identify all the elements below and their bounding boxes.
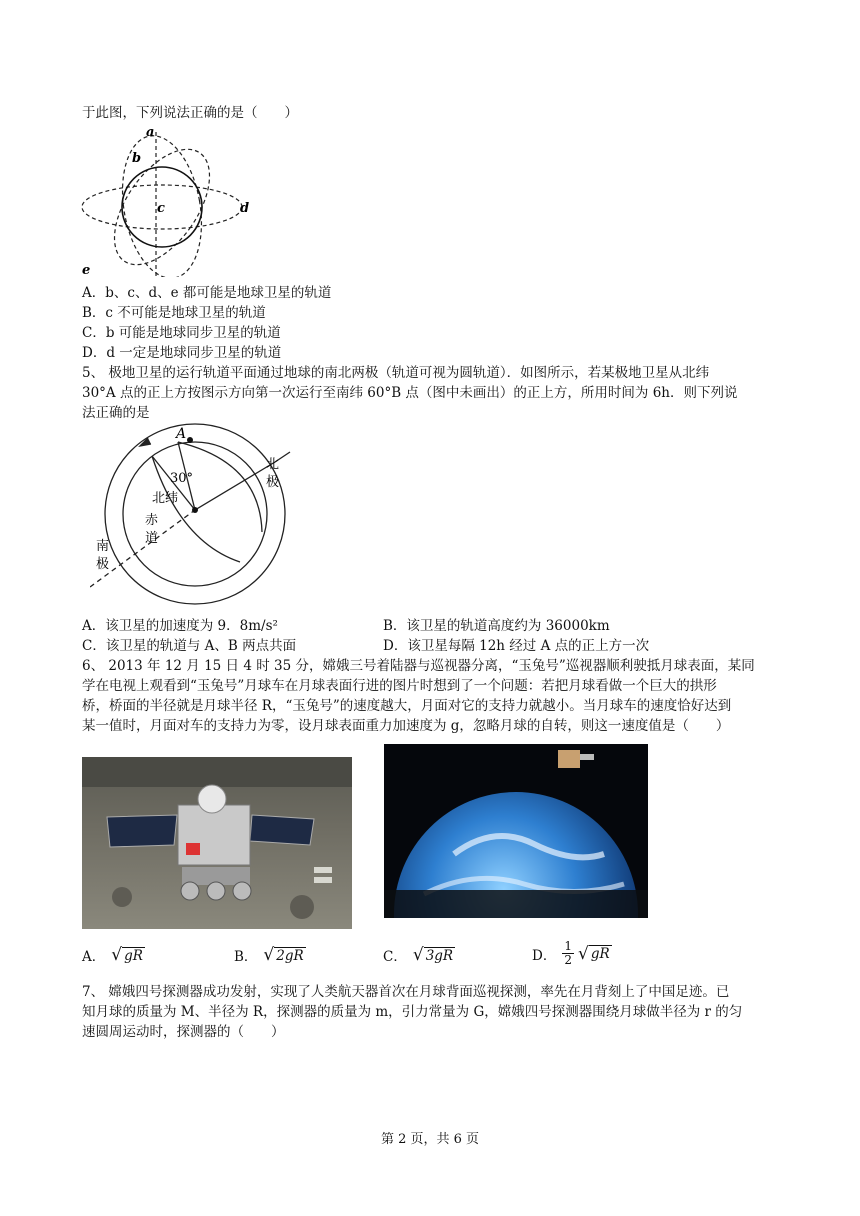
q5-line-1: 5、 极地卫星的运行轨道平面通过地球的南北两极（轨道可视为圆轨道）．如图所示，若某极地卫星从北纬 — [82, 365, 710, 381]
label-south-pole-2: 极 — [96, 557, 110, 572]
q7-line-1: 7、 嫦娥四号探测器成功发射，实现了人类航天器首次在月球背面巡视探测，率先在月背刻上了中国足迹。已 — [82, 984, 730, 1000]
label-b: b — [132, 151, 142, 166]
fraction-denominator: 2 — [564, 953, 572, 967]
q4-orbit-figure — [80, 122, 260, 277]
q6-option-d-radicand: gR — [590, 946, 610, 962]
q6-line-3: 桥，桥面的半径就是月球半径 R，“玉兔号”的速度越大，月面对它的支持力就越小。当月球车的速度恰好达到 — [82, 698, 732, 714]
q6-option-c: C． √ 3gR — [383, 945, 454, 965]
label-south-pole-1: 南 — [96, 539, 110, 554]
fraction-numerator: 1 — [564, 939, 572, 953]
satellite-orbit — [105, 424, 285, 604]
label-a: a — [146, 125, 155, 140]
q5-polar-orbit-figure — [90, 422, 300, 614]
meridian-line — [178, 442, 262, 532]
q6-option-d-letter: D． — [532, 947, 557, 964]
label-equator-2: 道 — [145, 531, 159, 546]
q6-option-c-radicand: 3gR — [425, 947, 454, 964]
q7-line-3: 速圆周运动时，探测器的（ ） — [82, 1024, 285, 1040]
q6-option-d: D． $\frac{1}{2}$ √ gR — [532, 939, 610, 967]
label-north-pole-1: 北 — [266, 457, 280, 472]
q6-option-b: B． √ 2gR — [234, 945, 304, 965]
q6-option-a-radicand: gR — [124, 947, 143, 964]
q6-line-2: 学在电视上观看到“玉兔号”月球车在月球表面行进的图片时想到了一个问题：若把月球看做一个巨大的拱形 — [82, 678, 717, 694]
label-c: c — [157, 201, 165, 216]
q6-option-c-letter: C． — [383, 949, 407, 965]
q6-option-a: A． √ gR — [82, 945, 143, 965]
center-dot — [192, 507, 198, 513]
q5-option-b: B．该卫星的轨道高度约为 36000km — [383, 618, 610, 634]
rover-photo — [82, 757, 352, 929]
label-equator-1: 赤 — [145, 513, 159, 528]
q5-option-c: C．该卫星的轨道与 A、B 两点共面 — [82, 638, 297, 654]
q4-stem-tail: 于此图，下列说法正确的是（ ） — [82, 105, 298, 121]
q4-option-c: C．b 可能是地球同步卫星的轨道 — [82, 325, 281, 341]
q5-line-2: 30°A 点的正上方按图示方向第一次运行至南纬 60°B 点（图中未画出）的正上方，所用时间为 6h．则下列说 — [82, 385, 738, 401]
q5-line-3: 法正确的是 — [82, 405, 150, 421]
page-footer: 第 2 页，共 6 页 — [380, 1132, 480, 1147]
q4-option-a: A．b、c、d、e 都可能是地球卫星的轨道 — [82, 285, 332, 301]
q5-option-a: A．该卫星的加速度为 9．8m/s² — [82, 618, 278, 634]
q6-option-b-letter: B． — [234, 949, 258, 965]
label-point-a: A — [176, 426, 187, 442]
q4-option-d: D．d 一定是地球同步卫星的轨道 — [82, 345, 282, 361]
label-e: e — [82, 263, 91, 277]
label-north-pole-2: 极 — [266, 475, 280, 490]
label-d: d — [240, 201, 250, 216]
q6-option-a-letter: A． — [82, 949, 106, 965]
label-angle: 30° — [170, 471, 194, 486]
q7-line-2: 知月球的质量为 M、半径为 R，探测器的质量为 m，引力常量为 G，嫦娥四号探测器围绕月球做半径为 r 的匀 — [82, 1004, 743, 1020]
q6-option-d-fraction — [562, 940, 574, 967]
label-north-lat: 北纬 — [152, 491, 179, 506]
q6-option-b-radicand: 2gR — [276, 947, 304, 964]
q4-option-b: B．c 不可能是地球卫星的轨道 — [82, 305, 266, 321]
q6-line-4: 某一值时，月面对车的支持力为零，设月球表面重力加速度为 g，忽略月球的自转，则这一速度值是（ ） — [82, 718, 730, 734]
planet-photo — [384, 744, 648, 918]
q6-line-1: 6、 2013 年 12 月 15 日 4 时 35 分，嫦娥三号着陆器与巡视器分离，“玉兔号”巡视器顺利驶抵月球表面，某同 — [82, 658, 755, 674]
point-a-dot — [187, 437, 193, 443]
q5-option-d: D．该卫星每隔 12h 经过 A 点的正上方一次 — [383, 638, 650, 654]
